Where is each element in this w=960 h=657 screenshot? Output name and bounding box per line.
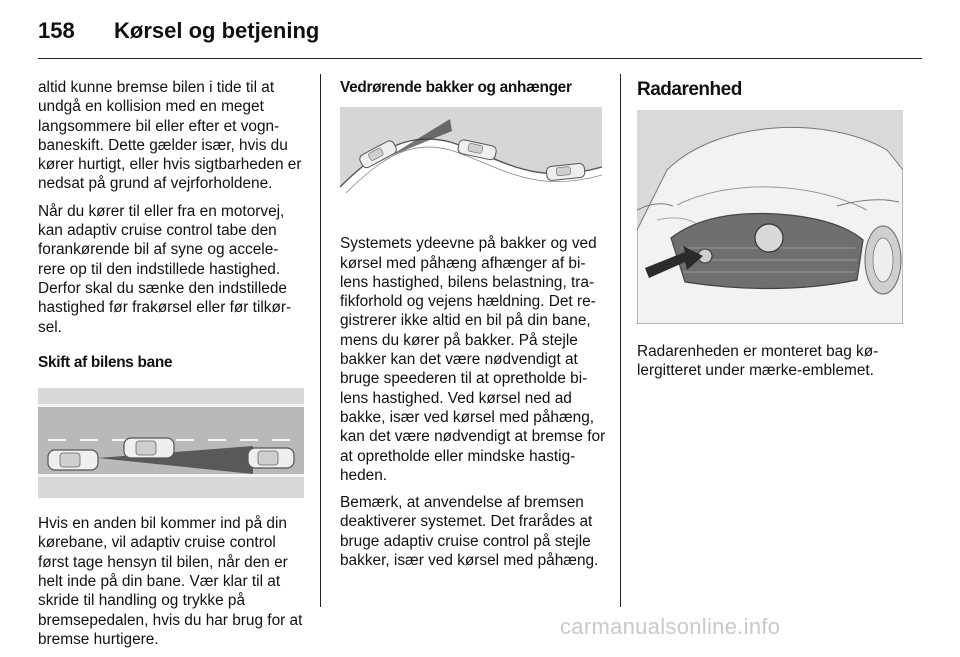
column-3 <box>637 78 903 389</box>
car-front-figure <box>637 110 903 324</box>
car-merging <box>124 438 174 458</box>
paragraph: altid kunne bremse bilen i tide til at undgå en kollision med en meget langsommere bil eller efter et vogn-baneskift. Dette gælder især, hvis du kører hurtigt, eller hvis sigtbarheden er nedsat på grund af vejrforholdene. <box>38 79 302 193</box>
lane-change-illustration <box>38 388 304 498</box>
paragraph: Hvis en anden bil kommer ind på din kørebane, vil adaptiv cruise control først tage hensyn til bilen, når den er helt inde på din bane. Vær klar til at skride til handling og trykke på bremsepedalen, hvis du har brug for at bremse hurtigere. <box>38 515 303 648</box>
paragraph: Når du kører til eller fra en motorvej, kan adaptiv cruise control tabe den forankørende bil af syne og accele-rere op til den indstillede hastighed. Derfor skal du sænke den indstillede hastighed før frakørsel eller før tilkør-sel. <box>38 202 292 336</box>
paragraph: Radarenheden er monteret bag kø-lergitteret under mærke-emblemet. <box>637 343 879 380</box>
page-title: Kørsel og betjening <box>114 18 320 43</box>
page-number: 158 <box>38 18 75 43</box>
hills-illustration <box>340 107 602 213</box>
column-1 <box>38 78 304 657</box>
car-ahead <box>248 448 294 468</box>
car-own <box>48 450 98 470</box>
emblem <box>755 224 783 252</box>
column-2 <box>340 78 606 578</box>
lane-change-figure <box>38 388 304 498</box>
hills-figure <box>340 107 602 213</box>
section-heading-radar: Radarenhed <box>637 79 742 100</box>
page-header <box>38 18 319 46</box>
header-rule <box>38 58 922 59</box>
section-heading-lane-change: Skift af bilens bane <box>38 353 173 371</box>
column-divider-2 <box>620 74 621 607</box>
section-heading-hills: Vedrørende bakker og anhænger <box>340 79 572 96</box>
paragraph: Systemets ydeevne på bakker og ved kørsel med påhæng afhænger af bi-lens hastighed, bilens belastning, tra-fikforhold og vejens hældning. Det re-gistrerer ikke altid en bil på din bane, mens du kører på bakker. På stejle bakker kan det være nødvendigt at bruge speederen til at opretholde bi-lens hastighed. Ved kørsel ned ad bakke, især ved kørsel med påhæng, kan det være nødvendigt at bremse for at opretholde eller mindske hastig-heden. <box>340 235 606 484</box>
column-divider-1 <box>320 74 321 607</box>
radar-unit-illustration <box>637 110 903 324</box>
paragraph: Bemærk, at anvendelse af bremsen deaktiverer systemet. Det frarådes at bruge adaptiv cruise control på stejle bakker, især ved kørsel med påhæng. <box>340 494 599 570</box>
watermark: carmanualsonline.info <box>560 614 781 639</box>
